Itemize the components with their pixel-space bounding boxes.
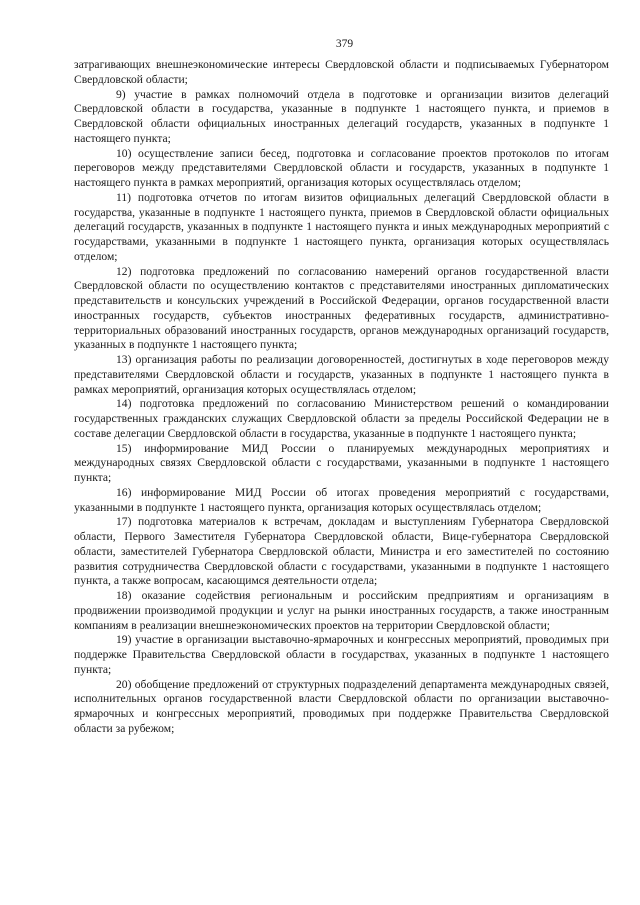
paragraph-item-18: 18) оказание содействия региональным и российским предприятиям и организациям в продвижении производимой продукции и услуг на рынки иностранных государств, а также иностранным компаниям в реализации внешнеэкономических проектов на территории Свердловской области;: [74, 589, 609, 632]
paragraph-continuation: затрагивающих внешнеэкономические интересы Свердловской области и подписываемых Губернатором Свердловской области;: [74, 58, 609, 86]
paragraph-item-19: 19) участие в организации выставочно-ярмарочных и конгрессных мероприятий, проводимых при поддержке Правительства Свердловской области в государствах, указанных в подпункте 1 настоящего пункта;: [74, 633, 609, 676]
paragraph-item-12: 12) подготовка предложений по согласованию намерений органов государственной власти Свердловской области по осуществлению контактов с представителями иностранных дипломатических представительств и консульских учреждений в Российской Федерации, органов государственной власти иностранных государств, субъектов иностранных федеративных государств, административно-территориальных образований иностранных государств, органов международных организаций государств, указанных в подпункте 1 настоящего пункта;: [74, 264, 609, 352]
paragraph-item-17: 17) подготовка материалов к встречам, докладам и выступлениям Губернатора Свердловской области, Первого Заместителя Губернатора Свердловской области, Вице-губернатора Свердловской области, заместителей Губернатора Свердловской области, Министра и его заместителей по состоянию развития сотрудничества Свердловской области с государствами, указанными в подпункте 1 настоящего пункта, а также вопросам, касающимся деятельности отдела;: [74, 515, 609, 588]
paragraph-item-14: 14) подготовка предложений по согласованию Министерством решений о командировании государственных гражданских служащих Свердловской области за пределы Российской Федерации не в составе делегации Свердловской области в государства, указанные в подпункте 1 настоящего пункта;: [74, 397, 609, 440]
paragraph-item-10: 10) осуществление записи бесед, подготовка и согласование проектов протоколов по итогам переговоров между представителями Свердловской области и государств, указанных в подпункте 1 настоящего пункта в рамках мероприятий, организация которых осуществлялась отделом;: [74, 146, 609, 189]
paragraph-item-13: 13) организация работы по реализации договоренностей, достигнутых в ходе переговоров между представителями Свердловской области и государств, указанных в подпункте 1 настоящего пункта в рамках мероприятий, организация которых осуществлялась отделом;: [74, 353, 609, 396]
paragraph-item-16: 16) информирование МИД России об итогах проведения мероприятий с государствами, указанными в подпункте 1 настоящего пункта, организация которых осуществлялась отделом;: [74, 485, 609, 514]
paragraph-item-20: 20) обобщение предложений от структурных подразделений департамента международных связей, исполнительных органов государственной власти Свердловской области по организации выставочно-ярмарочных и конгрессных мероприятий, проводимых при поддержке Правительства Свердловской области за рубежом;: [74, 677, 609, 735]
paragraph-item-15: 15) информирование МИД России о планируемых международных мероприятиях и международных связях Свердловской области с государствами, указанными в подпункте 1 настоящего пункта;: [74, 441, 609, 484]
paragraph-item-9: 9) участие в рамках полномочий отдела в подготовке и организации визитов делегаций Свердловской области в государства, указанные в подпункте 1 настоящего пункта, и приемов в Свердловской области официальных иностранных делегаций государств, указанных в подпункте 1 настоящего пункта;: [74, 87, 609, 145]
page-number: 379: [335, 38, 354, 50]
paragraph-item-11: 11) подготовка отчетов по итогам визитов официальных делегаций Свердловской области в государства, указанные в подпункте 1 настоящего пункта, приемов в Свердловской области официальных делегаций государств, указанных в подпункте 1 настоящего пункта и иных международных мероприятий с государствами, указанными в подпункте 1 настоящего пункта, организация которых осуществлялась отделом;: [74, 190, 609, 263]
